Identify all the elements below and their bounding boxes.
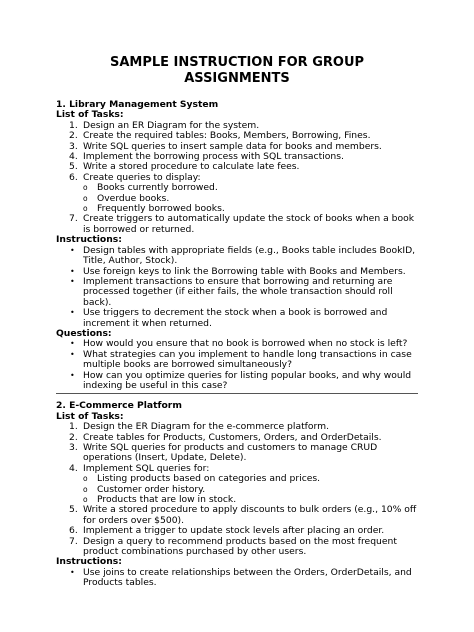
document-title: SAMPLE INSTRUCTION FOR GROUP ASSIGNMENTS	[109, 55, 365, 86]
item-text: Design the ER Diagram for the e-commerce platform.	[83, 421, 330, 433]
circle-bullet-icon: o	[83, 204, 88, 214]
item-text: Design an ER Diagram for the system.	[83, 119, 260, 131]
item-text: Write SQL queries to insert sample data for books and members.	[83, 140, 382, 152]
item-text: Write a stored procedure to apply discounts to bulk orders (e.g., 10% off for orders over $500).	[83, 504, 417, 526]
item-text: Implement transactions to ensure that borrowing and returning are processed together (if either fails, the whole transaction should roll back).	[83, 275, 393, 308]
section-2-instructions-list	[56, 568, 418, 589]
list-item	[56, 537, 418, 558]
item-text: Overdue books.	[97, 192, 170, 204]
list-item	[56, 350, 418, 371]
item-text: Use triggers to decrement the stock when a book is borrowed and increment it when returned.	[83, 307, 388, 329]
list-item	[56, 214, 418, 235]
item-number: 7.	[69, 535, 78, 547]
item-text: Use foreign keys to link the Borrowing table with Books and Members.	[83, 265, 406, 277]
item-text: Create the required tables: Books, Members, Borrowing, Fines.	[83, 130, 371, 142]
bullet-icon: •	[70, 349, 75, 359]
circle-bullet-icon: o	[83, 495, 88, 505]
item-number: 1.	[69, 119, 78, 131]
item-text: Write SQL queries for products and customers to manage CRUD operations (Insert, Update, Delete).	[83, 442, 378, 464]
item-text: Implement the borrowing process with SQL transactions.	[83, 151, 344, 163]
item-number: 2.	[69, 130, 78, 142]
item-number: 7.	[69, 213, 78, 225]
section-2-task-list	[56, 422, 418, 557]
list-item	[56, 246, 418, 267]
item-number: 6.	[69, 171, 78, 183]
list-item	[56, 505, 418, 526]
circle-bullet-icon: o	[83, 474, 88, 484]
item-text: Customer order history.	[97, 483, 206, 495]
list-item	[56, 308, 418, 329]
item-text: What strategies can you implement to handle long transactions in case multiple books are borrowed simultaneously?	[83, 348, 412, 371]
item-text: Design tables with appropriate fields (e.g., Books table includes BookID, Title, Author, Stock).	[83, 244, 416, 267]
item-text: Listing products based on categories and prices.	[97, 473, 321, 485]
item-number: 2.	[69, 431, 78, 443]
item-number: 5.	[69, 161, 78, 173]
list-item	[56, 443, 418, 464]
bullet-icon: •	[70, 567, 75, 577]
section-divider	[56, 393, 418, 394]
circle-bullet-icon: o	[83, 183, 88, 193]
item-text: Use joins to create relationships between the Orders, OrderDetails, and Products tables.	[83, 566, 412, 589]
item-number: 1.	[69, 421, 78, 433]
section-2-tasks-heading: List of Tasks:	[56, 410, 124, 422]
item-text: Create queries to display:	[83, 171, 201, 183]
bullet-icon: •	[70, 276, 75, 286]
item-number: 4.	[69, 151, 78, 163]
section-2-heading: 2. E-Commerce Platform	[56, 400, 182, 412]
bullet-icon: •	[70, 266, 75, 276]
bullet-icon: •	[70, 339, 75, 349]
section-1-instructions-heading: Instructions:	[56, 234, 122, 246]
item-number: 3.	[69, 442, 78, 453]
item-number: 5.	[69, 504, 78, 516]
section-1-instructions-list	[56, 246, 418, 329]
item-text: Implement SQL queries for:	[83, 462, 210, 474]
bullet-icon: •	[70, 370, 75, 380]
circle-bullet-icon: o	[83, 193, 88, 203]
item-text: Write a stored procedure to calculate late fees.	[83, 161, 300, 173]
item-text: Products that are low in stock.	[97, 494, 237, 506]
section-1-tasks-heading: List of Tasks:	[56, 109, 124, 121]
item-text: Books currently borrowed.	[97, 182, 218, 194]
section-1-heading: 1. Library Management System	[56, 99, 219, 110]
item-text: How would you ensure that no book is borrowed when no stock is left?	[83, 338, 408, 350]
item-text: Frequently borrowed books.	[97, 203, 225, 215]
item-number: 6.	[69, 525, 78, 537]
item-text: Implement a trigger to update stock levels after placing an order.	[83, 525, 385, 537]
list-item	[56, 568, 418, 589]
item-text: Design a query to recommend products based on the most frequent product combinations purchased by other users.	[83, 535, 397, 558]
bullet-icon: •	[70, 308, 75, 318]
section-1-questions-heading: Questions:	[56, 327, 112, 339]
item-text: How can you optimize queries for listing popular books, and why would indexing be useful in this case?	[83, 369, 412, 391]
bullet-icon: •	[70, 245, 75, 255]
section-1-questions-list	[56, 339, 418, 391]
item-text: Create triggers to automatically update the stock of books when a book is borrowed or returned.	[83, 213, 415, 235]
item-number: 4.	[69, 462, 78, 474]
item-number: 3.	[69, 140, 78, 152]
circle-bullet-icon: o	[83, 484, 88, 494]
item-text: Create tables for Products, Customers, Orders, and OrderDetails.	[83, 431, 382, 443]
section-1-task-list	[56, 121, 418, 235]
section-2-instructions-heading: Instructions:	[56, 556, 122, 568]
list-item	[56, 277, 418, 308]
list-item	[56, 371, 418, 392]
